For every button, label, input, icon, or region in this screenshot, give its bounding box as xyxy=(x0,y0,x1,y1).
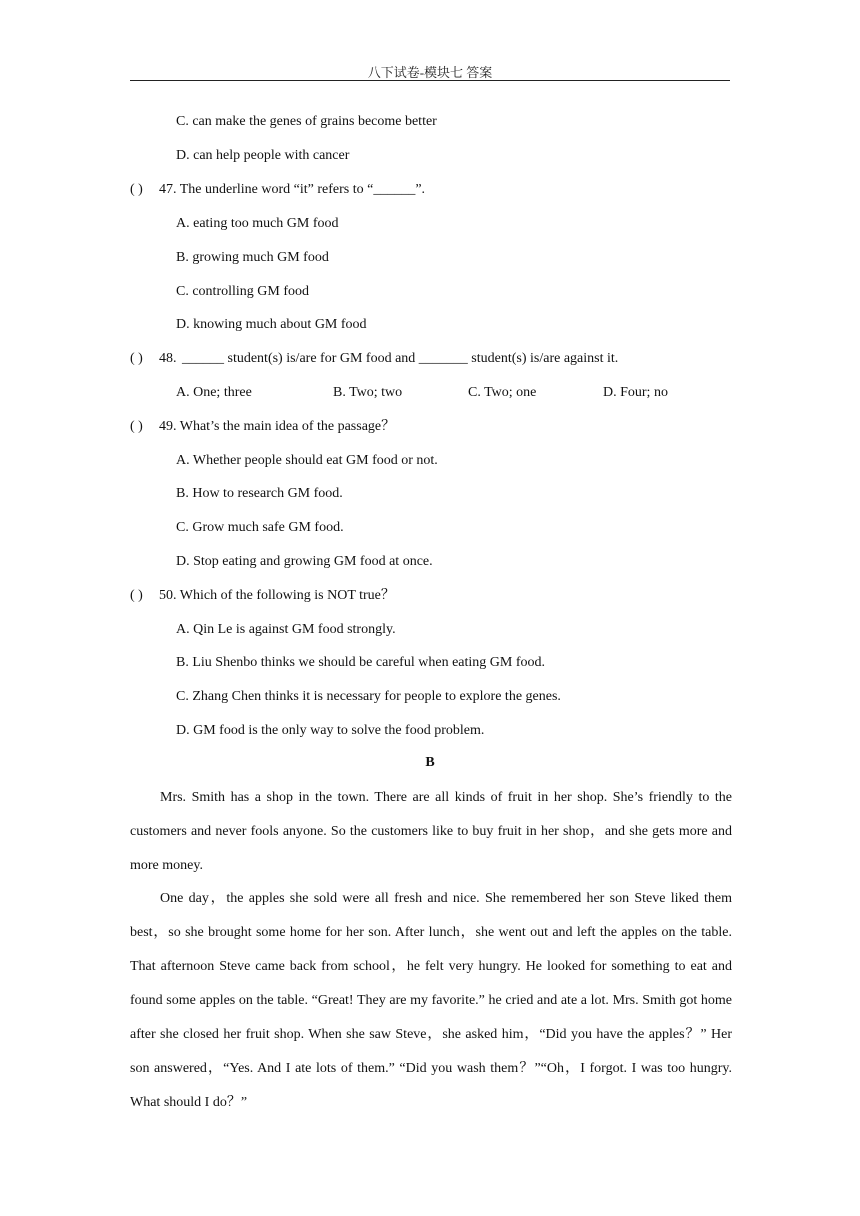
q48-option-a: A. One; three xyxy=(176,385,252,400)
passage-paragraph-1: Mrs. Smith has a shop in the town. There are all kinds of fruit in her shop. She’s friendly to the customers and never fools anyone. So the customers like to buy fruit in her shop，and she gets more and more money. xyxy=(130,790,732,873)
q48-end: student(s) is/are against it. xyxy=(471,351,619,366)
q48-num: 48. xyxy=(159,351,177,366)
q49-option-d: D. Stop eating and growing GM food at once. xyxy=(176,554,433,569)
q48-blank-2: _______ xyxy=(418,351,468,366)
q49-option-c: C. Grow much safe GM food. xyxy=(176,520,344,535)
question-47 xyxy=(130,181,425,199)
q46-option-c: C. can make the genes of grains become better xyxy=(176,114,437,129)
q49-option-a: A. Whether people should eat GM food or not. xyxy=(176,453,438,468)
question-50 xyxy=(130,587,395,605)
q47-option-a: A. eating too much GM food xyxy=(176,216,339,231)
header-divider xyxy=(130,80,730,81)
q50-option-d: D. GM food is the only way to solve the food problem. xyxy=(176,723,485,738)
q47-option-c: C. controlling GM food xyxy=(176,284,309,299)
answer-paren[interactable]: ( ) xyxy=(130,419,143,434)
q48-blank-1: ______ xyxy=(182,351,224,366)
q47-stem-pre: 47. The underline word “it” refers to “ xyxy=(159,182,374,197)
question-49 xyxy=(130,418,395,436)
q47-option-b: B. growing much GM food xyxy=(176,250,329,265)
answer-paren[interactable]: ( ) xyxy=(130,182,143,197)
q47-blank: ______ xyxy=(373,182,416,197)
q50-option-a: A. Qin Le is against GM food strongly. xyxy=(176,622,396,637)
passage-paragraph-2: One day，the apples she sold were all fresh and nice. She remembered her son Steve liked them best，so she brought some home for her son. After lunch，she went out and left the apples on the table. That afternoon Steve came back from school，he felt very hungry. He looked for something to eat and found some apples on the table. “Great! They are my favorite.” he cried and ate a lot. Mrs. Smith got home after she closed her fruit shop. When she saw Steve，she asked him，“Did you have the apples？” Her son answered，“Yes. And I ate lots of them.” “Did you wash them？”“Oh，I forgot. I was too hungry. What should I do？” xyxy=(130,891,732,1110)
q48-option-c: C. Two; one xyxy=(468,385,537,400)
page-header: 八下试卷-模块七 答案 xyxy=(367,65,493,80)
q50-stem: 50. Which of the following is NOT true？ xyxy=(159,588,395,603)
section-heading-b: B xyxy=(425,755,435,770)
q50-option-b: B. Liu Shenbo thinks we should be careful when eating GM food. xyxy=(176,655,545,670)
q48-option-b: B. Two; two xyxy=(333,385,403,400)
q50-option-c: C. Zhang Chen thinks it is necessary for people to explore the genes. xyxy=(176,689,561,704)
q46-option-d: D. can help people with cancer xyxy=(176,148,350,163)
q47-option-d: D. knowing much about GM food xyxy=(176,317,367,332)
q48-mid: student(s) is/are for GM food and xyxy=(227,351,416,366)
answer-paren[interactable]: ( ) xyxy=(130,351,143,366)
q48-option-d: D. Four; no xyxy=(603,385,668,400)
answer-paren[interactable]: ( ) xyxy=(130,588,143,603)
q47-stem-post: ”. xyxy=(415,182,426,197)
q49-stem: 49. What’s the main idea of the passage？ xyxy=(159,419,396,434)
q49-option-b: B. How to research GM food. xyxy=(176,486,343,501)
question-48 xyxy=(130,350,618,368)
q48-options xyxy=(176,384,668,402)
